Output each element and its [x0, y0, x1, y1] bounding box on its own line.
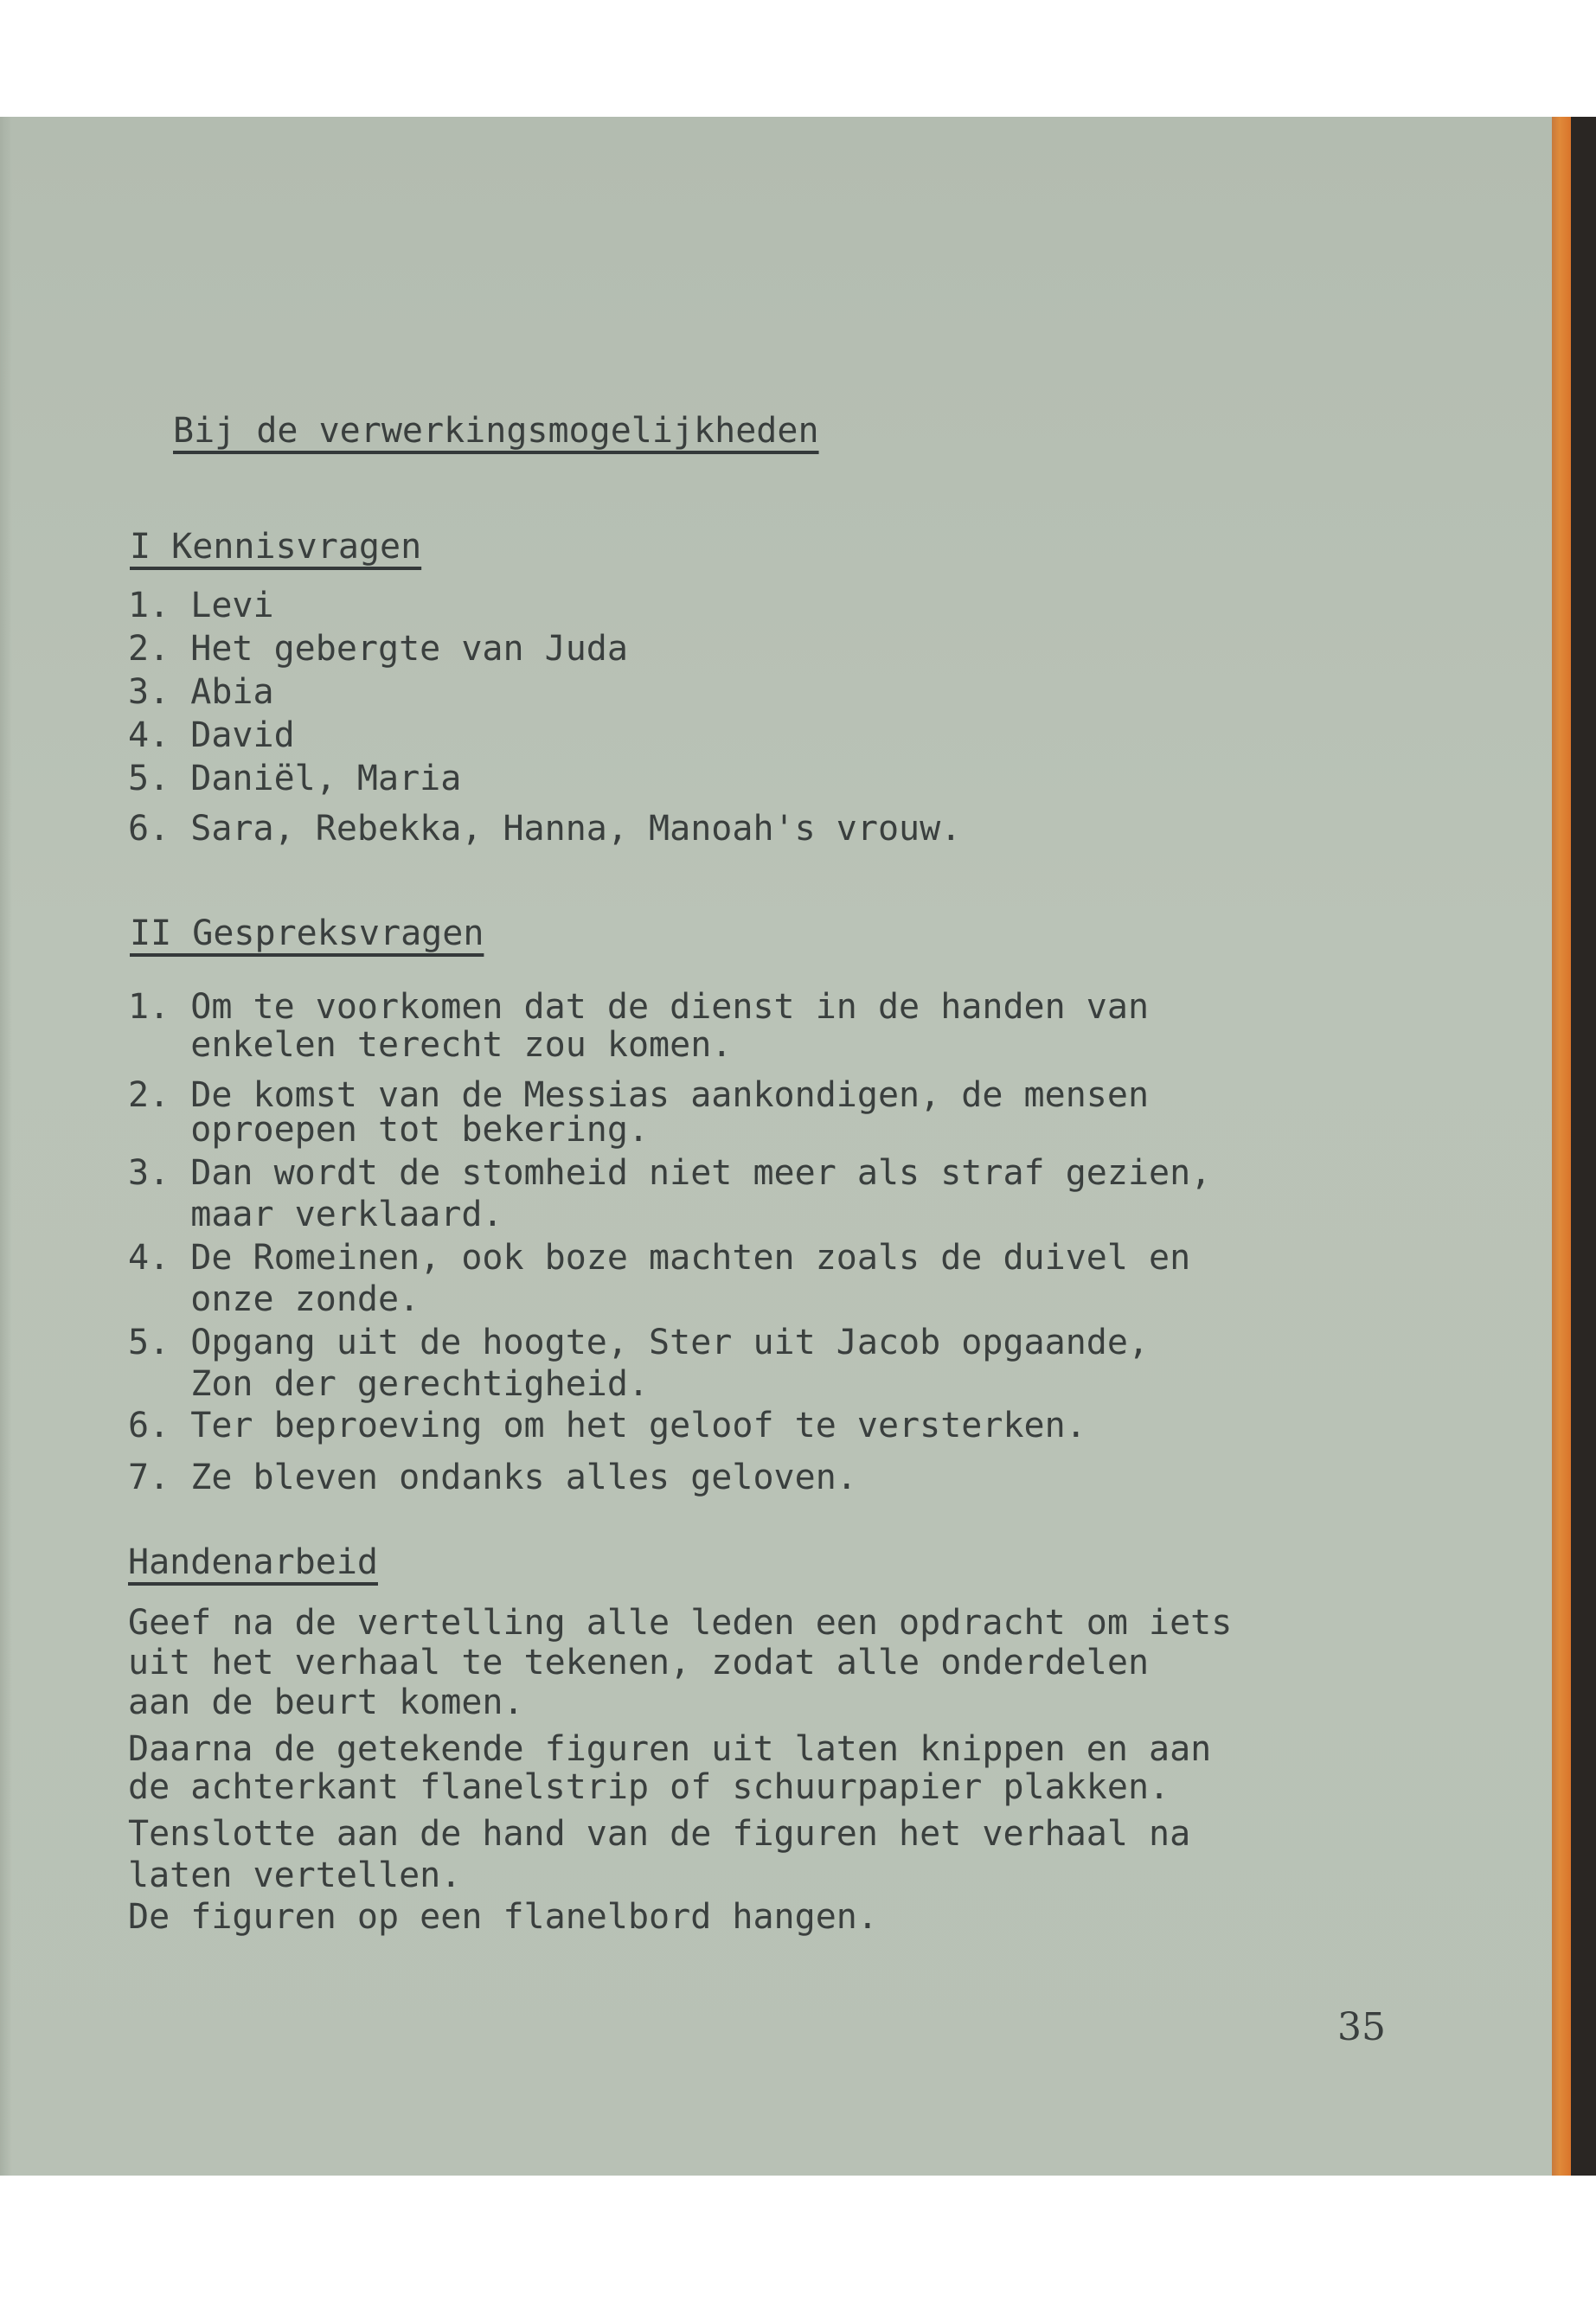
- paragraph-line: De figuren op een flanelbord hangen.: [128, 1897, 878, 1937]
- gespreksvragen-list: [128, 986, 1212, 1526]
- list-item-continuation: maar verklaard.: [128, 1195, 503, 1234]
- list-item: 1. Om te voorkomen dat de dienst in de handen van: [128, 987, 1150, 1027]
- paragraph-line: Daarna de getekende figuren uit laten knippen en aan: [128, 1729, 1212, 1769]
- list-item: 5. Opgang uit de hoogte, Ster uit Jacob opgaande,: [128, 1323, 1150, 1362]
- list-item: 3. Dan wordt de stomheid niet meer als straf gezien,: [128, 1153, 1212, 1193]
- list-item: 2. Het gebergte van Juda: [128, 629, 628, 669]
- paragraph-line: laten vertellen.: [128, 1856, 462, 1895]
- list-item-continuation: oproepen tot bekering.: [128, 1110, 650, 1150]
- page-number: 35: [1337, 2005, 1386, 2049]
- handenarbeid-text: [128, 1602, 1233, 1976]
- section-heading-handenarbeid: Handenarbeid: [128, 1542, 378, 1582]
- page-shadow: [0, 117, 12, 2176]
- list-item: 4. De Romeinen, ook boze machten zoals de duivel en: [128, 1238, 1191, 1278]
- paragraph-line: Geef na de vertelling alle leden een opdracht om iets: [128, 1603, 1233, 1643]
- book-cover-edge: [1552, 117, 1571, 2176]
- list-item-continuation: enkelen terecht zou komen.: [128, 1025, 733, 1065]
- list-item: 3. Abia: [128, 672, 274, 712]
- list-item: 6. Ter beproeving om het geloof te versterken.: [128, 1406, 1086, 1445]
- paragraph-line: uit het verhaal te tekenen, zodat alle onderdelen: [128, 1643, 1150, 1682]
- list-item-continuation: onze zonde.: [128, 1279, 420, 1319]
- list-item: 2. De komst van de Messias aankondigen, de mensen: [128, 1075, 1150, 1115]
- section-heading-gespreksvragen: II Gespreksvragen: [130, 913, 484, 953]
- list-item: 6. Sara, Rebekka, Hanna, Manoah's vrouw.: [128, 809, 962, 849]
- list-item: 7. Ze bleven ondanks alles geloven.: [128, 1458, 857, 1497]
- list-item: 1. Levi: [128, 586, 274, 625]
- background-edge: [1571, 117, 1596, 2176]
- kennisvragen-list: [128, 585, 962, 875]
- paragraph-line: de achterkant flanelstrip of schuurpapier plakken.: [128, 1767, 1170, 1807]
- section-heading-kennisvragen: I Kennisvragen: [130, 527, 422, 567]
- paragraph-line: Tenslotte aan de hand van de figuren het verhaal na: [128, 1814, 1191, 1854]
- page-title: Bij de verwerkingsmogelijkheden: [173, 411, 819, 451]
- list-item-continuation: Zon der gerechtigheid.: [128, 1364, 650, 1404]
- list-item: 5. Daniël, Maria: [128, 759, 462, 798]
- list-item: 4. David: [128, 715, 295, 755]
- paragraph-line: aan de beurt komen.: [128, 1682, 524, 1722]
